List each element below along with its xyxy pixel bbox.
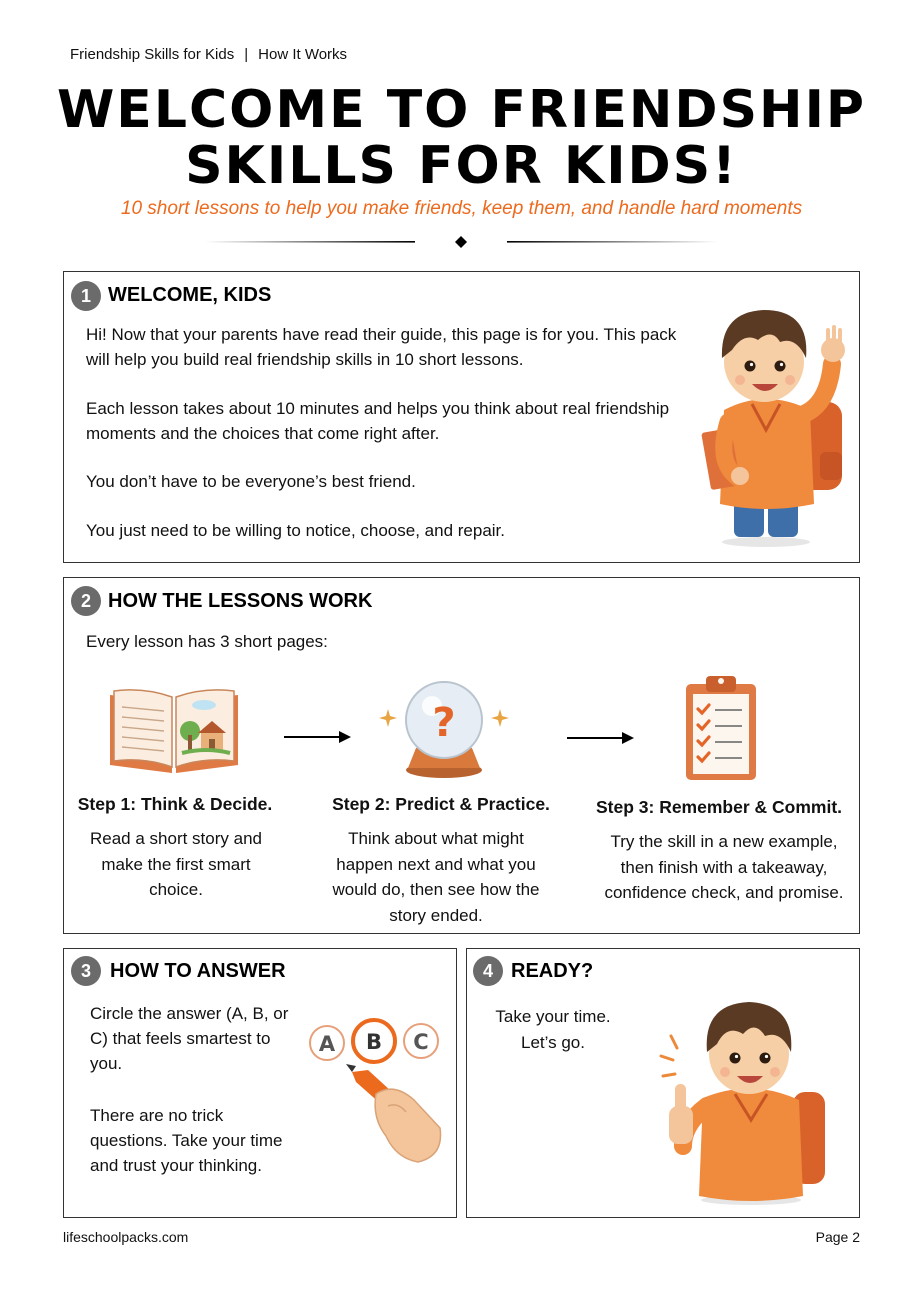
footer-website: lifeschoolpacks.com (63, 1229, 189, 1245)
section-number-badge: 3 (71, 956, 101, 986)
ornamental-divider (200, 232, 720, 252)
lessons-intro-text: Every lesson has 3 short pages: (86, 632, 328, 651)
section-number-badge: 4 (473, 956, 503, 986)
page-title (0, 82, 923, 194)
section-number-badge: 1 (71, 281, 101, 311)
section-title: WELCOME, KIDS (108, 284, 272, 306)
thumbs-up-boy-illustration (655, 996, 827, 1206)
clipboard-checklist-icon (682, 672, 760, 784)
circled-answer-illustration (306, 1016, 448, 1166)
step-1-text: Read a short story and make the first smart choice. (90, 829, 262, 899)
running-header (70, 46, 347, 63)
section-title: READY? (511, 960, 594, 982)
option-a-letter: A (318, 1032, 336, 1056)
right-arrow-icon (283, 730, 353, 744)
step-3-text: Try the skill in a new example, then finish with a takeaway, confidence check, and promise. (604, 832, 844, 902)
ready-line-2: Let’s go. (521, 1033, 585, 1052)
header-separator: | (244, 46, 249, 63)
ready-line-1: Take your time. (495, 1007, 611, 1026)
crystal-ball-icon (376, 676, 512, 780)
open-book-icon (106, 683, 242, 777)
svg-text:?: ? (432, 700, 456, 746)
step-2-text: Think about what might happen next and what you would do, then see how the story ended. (332, 829, 540, 925)
header-series-title: Friendship Skills for Kids (70, 46, 235, 63)
right-arrow-icon (566, 731, 636, 745)
footer-page-number: Page 2 (815, 1229, 860, 1245)
page-title-line-1: WELCOME TO FRIENDSHIP (56, 80, 867, 140)
welcome-paragraph-2: Each lesson takes about 10 minutes and helps you think about real friendship moments and the choices that come right after. (86, 399, 670, 443)
section-title: HOW TO ANSWER (110, 960, 286, 982)
step-1-title: Step 1: Think & Decide. (77, 794, 273, 814)
diamond-icon (455, 236, 467, 248)
step-2-title: Step 2: Predict & Practice. (332, 794, 550, 814)
welcome-paragraph-3: You don’t have to be everyone’s best friend. (86, 472, 416, 491)
section-number-badge: 2 (71, 586, 101, 616)
answer-instructions-2: There are no trick questions. Take your time and trust your thinking. (90, 1106, 283, 1175)
option-b-letter: B (365, 1030, 383, 1054)
section-title: HOW THE LESSONS WORK (108, 590, 373, 612)
welcome-paragraph-1: Hi! Now that your parents have read their guide, this page is for you. This pack will help you build real friendship skills in 10 short lessons. (86, 325, 677, 369)
page-subtitle: 10 short lessons to help you make friends, keep them, and handle hard moments (120, 198, 803, 219)
header-page-topic: How It Works (258, 46, 348, 63)
waving-boy-illustration (692, 292, 852, 550)
page-title-line-2: SKILLS FOR KIDS! (185, 136, 738, 196)
answer-instructions-1: Circle the answer (A, B, or C) that feels smartest to you. (90, 1004, 289, 1073)
step-3-title: Step 3: Remember & Commit. (595, 797, 843, 817)
option-c-letter: C (413, 1030, 429, 1054)
welcome-paragraph-4: You just need to be willing to notice, choose, and repair. (86, 521, 505, 540)
